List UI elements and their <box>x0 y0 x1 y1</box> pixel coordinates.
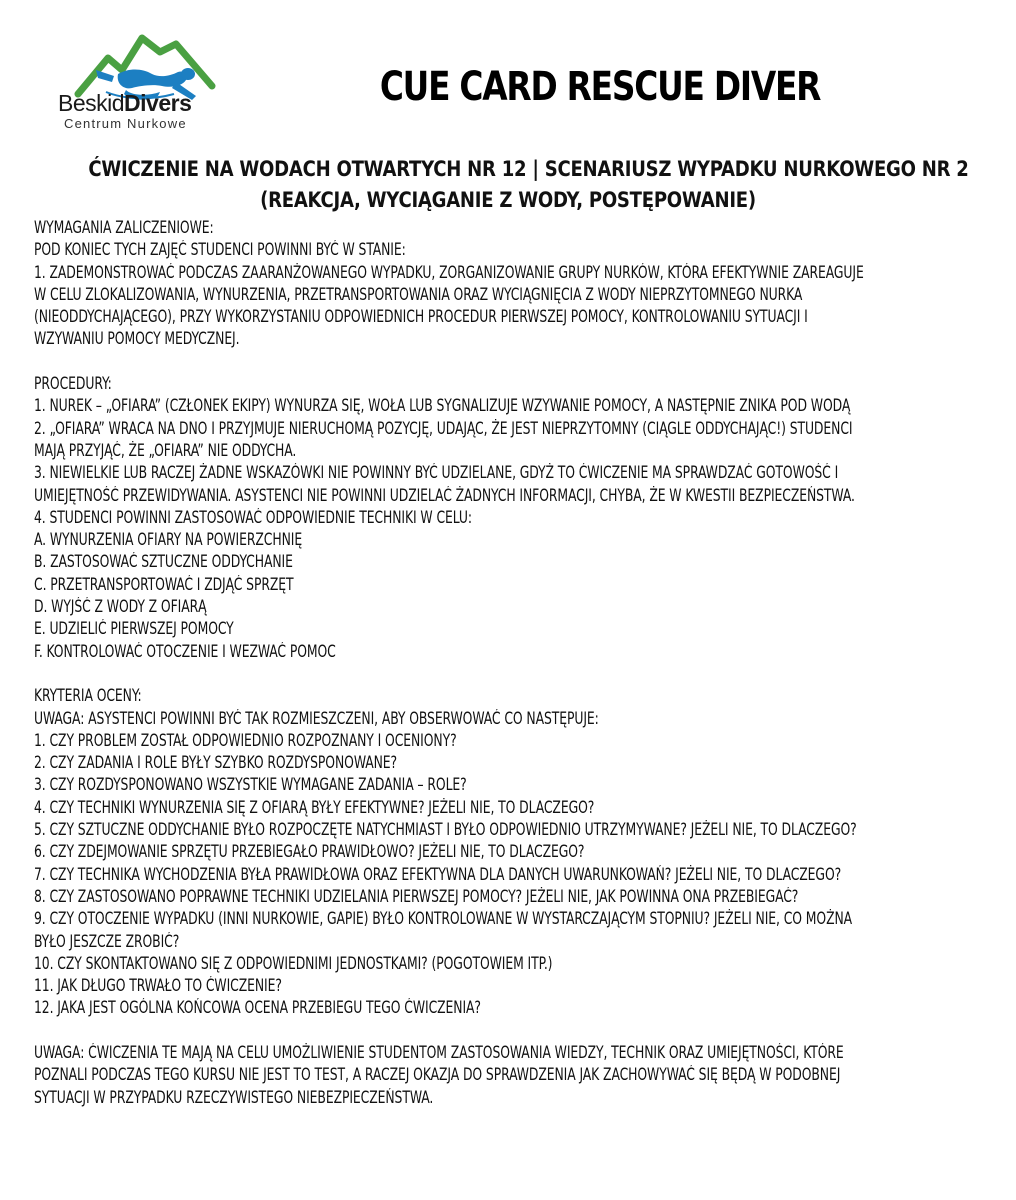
list-item: 12. JAKA JEST OGÓLNA KOŃCOWA OCENA PRZEBIEGU TEGO ĆWICZENIA? <box>34 998 481 1018</box>
criteria-section <box>34 685 984 1019</box>
exercise-subtitle <box>20 154 996 216</box>
criteria-note: UWAGA: ASYSTENCI POWINNI BYĆ TAK ROZMIESZCZENI, ABY OBSERWOWAĆ CO NASTĘPUJE: <box>34 708 599 728</box>
procedures-section <box>34 373 984 663</box>
list-item: 11. JAK DŁUGO TRWAŁO TO ĆWICZENIE? <box>34 976 282 996</box>
list-item: 3. CZY ROZDYSPONOWANO WSZYSTKIE WYMAGANE ZADANIA – ROLE? <box>34 775 467 795</box>
text-line: (NIEODDYCHAJĄCEGO), PRZY WYKORZYSTANIU ODPOWIEDNICH PROCEDUR PIERWSZEJ POMOCY, KONTROLOWANIU SYTUACJI I <box>34 307 808 327</box>
brand-light: Beskid <box>58 90 125 116</box>
list-item: 2. CZY ZADANIA I ROLE BYŁY SZYBKO ROZDYSPONOWANE? <box>34 753 398 773</box>
list-item: BYŁO JESZCZE ZROBIĆ? <box>34 931 180 951</box>
text-line: 1. ZADEMONSTROWAĆ PODCZAS ZAARANŻOWANEGO WYPADKU, ZORGANIZOWANIE GRUPY NURKÓW, KTÓRA EFEKTYWNIE ZAREAGUJE <box>34 262 864 282</box>
requirements-intro: POD KONIEC TYCH ZAJĘĆ STUDENCI POWINNI BYĆ W STANIE: <box>34 240 406 260</box>
list-item: 6. CZY ZDEJMOWANIE SPRZĘTU PRZEBIEGAŁO PRAWIDŁOWO? JEŻELI NIE, TO DLACZEGO? <box>34 842 585 862</box>
section-heading: PROCEDURY: <box>34 374 112 394</box>
section-heading: WYMAGANIA ZALICZENIOWE: <box>34 218 214 237</box>
list-item: E. UDZIELIĆ PIERWSZEJ POMOCY <box>34 619 234 639</box>
text-line: W CELU ZLOKALIZOWANIA, WYNURZENIA, PRZETRANSPORTOWANIA ORAZ WYCIĄGNIĘCIA Z WODY NIEPRZYTOMNEGO NURKA <box>34 284 803 304</box>
list-item: 4. CZY TECHNIKI WYNURZENIA SIĘ Z OFIARĄ BYŁY EFEKTYWNE? JEŻELI NIE, TO DLACZEGO? <box>34 797 595 817</box>
final-note-section <box>34 1042 984 1109</box>
list-item: 7. CZY TECHNIKA WYCHODZENIA BYŁA PRAWIDŁOWA ORAZ EFEKTYWNA DLA DANYCH UWARUNKOWAŃ? JEŻELI NIE, TO DLACZEGO? <box>34 864 842 884</box>
text-line: 1. NUREK – „OFIARA” (CZŁONEK EKIPY) WYNURZA SIĘ, WOŁA LUB SYGNALIZUJE WZYWANIE POMOCY, A NASTĘPNIE ZNIKA POD WODĄ <box>34 396 851 416</box>
list-item: B. ZASTOSOWAĆ SZTUCZNE ODDYCHANIE <box>34 552 293 572</box>
list-item: 1. CZY PROBLEM ZOSTAŁ ODPOWIEDNIO ROZPOZNANY I OCENIONY? <box>34 730 457 750</box>
text-line: UWAGA: ĆWICZENIA TE MAJĄ NA CELU UMOŻLIWIENIE STUDENTOM ZASTOSOWANIA WIEDZY, TECHNIK ORAZ UMIEJĘTNOŚCI, KTÓRE <box>34 1042 844 1062</box>
requirements-section <box>34 217 984 351</box>
text-line: 3. NIEWIELKIE LUB RACZEJ ŻADNE WSKAZÓWKI NIE POWINNY BYĆ UDZIELANE, GDYŻ TO ĆWICZENIE MA SPRAWDZAĆ GOTOWOŚĆ I <box>34 463 839 483</box>
list-item: F. KONTROLOWAĆ OTOCZENIE I WEZWAĆ POMOC <box>34 641 336 661</box>
card-content <box>34 217 984 1109</box>
list-item: C. PRZETRANSPORTOWAĆ I ZDJĄĆ SPRZĘT <box>34 574 294 594</box>
logo-text <box>58 92 228 130</box>
text-line: POZNALI PODCZAS TEGO KURSU NIE JEST TO TEST, A RACZEJ OKAZJA DO SPRAWDZENIA JAK ZACHOWYWAĆ SIĘ BĘDĄ W PODOBNEJ <box>34 1065 841 1085</box>
brand-tagline: Centrum Nurkowe <box>64 116 187 131</box>
list-item: 10. CZY SKONTAKTOWANO SIĘ Z ODPOWIEDNIMI JEDNOSTKAMI? (POGOTOWIEM ITP.) <box>34 953 553 973</box>
brand-bold: Divers <box>124 90 192 116</box>
spacer <box>34 663 984 685</box>
text-line: WZYWANIU POMOCY MEDYCZNEJ. <box>34 329 240 349</box>
list-item: 9. CZY OTOCZENIE WYPADKU (INNI NURKOWIE, GAPIE) BYŁO KONTROLOWANE W WYSTARCZAJĄCYM STOPNIU? JEŻELI NIE, CO MOŻNA <box>34 909 853 929</box>
subtitle-line: (REAKCJA, WYCIĄGANIE Z WODY, POSTĘPOWANIE) <box>260 188 756 212</box>
text-line: MAJĄ PRZYJĄĆ, ŻE „OFIARA” NIE ODDYCHA. <box>34 440 297 460</box>
text-line: SYTUACJI W PRZYPADKU RZECZYWISTEGO NIEBEZPIECZEŃSTWA. <box>34 1087 434 1107</box>
subtitle-line: ĆWICZENIE NA WODACH OTWARTYCH NR 12 | SCENARIUSZ WYPADKU NURKOWEGO NR 2 <box>88 157 969 181</box>
list-item: D. WYJŚĆ Z WODY Z OFIARĄ <box>34 597 207 617</box>
spacer <box>34 1020 984 1042</box>
text-line: 4. STUDENCI POWINNI ZASTOSOWAĆ ODPOWIEDNIE TECHNIKI W CELU: <box>34 507 472 527</box>
brand-name <box>58 92 228 115</box>
list-item: A. WYNURZENIA OFIARY NA POWIERZCHNIĘ <box>34 530 303 550</box>
page-title: CUE CARD RESCUE DIVER <box>379 64 821 110</box>
text-line: 2. „OFIARA” WRACA NA DNO I PRZYJMUJE NIERUCHOMĄ POZYCJĘ, UDAJĄC, ŻE JEST NIEPRZYTOMNY (CIĄGLE ODDYCHAJĄC!) STUDENCI <box>34 418 853 438</box>
section-heading: KRYTERIA OCENY: <box>34 686 142 706</box>
list-item: 8. CZY ZASTOSOWANO POPRAWNE TECHNIKI UDZIELANIA PIERWSZEJ POMOCY? JEŻELI NIE, JAK POWINNA ONA PRZEBIEGAĆ? <box>34 886 799 906</box>
list-item: 5. CZY SZTUCZNE ODDYCHANIE BYŁO ROZPOCZĘTE NATYCHMIAST I BYŁO ODPOWIEDNIO UTRZYMYWANE? JEŻELI NIE, TO DLACZEGO? <box>34 820 857 840</box>
text-line: UMIEJĘTNOŚĆ PRZEWIDYWANIA. ASYSTENCI NIE POWINNI UDZIELAĆ ŻADNYCH INFORMACJI, CHYBA, ŻE W KWESTII BEZPIECZEŃSTWA. <box>34 485 855 505</box>
spacer <box>34 351 984 373</box>
